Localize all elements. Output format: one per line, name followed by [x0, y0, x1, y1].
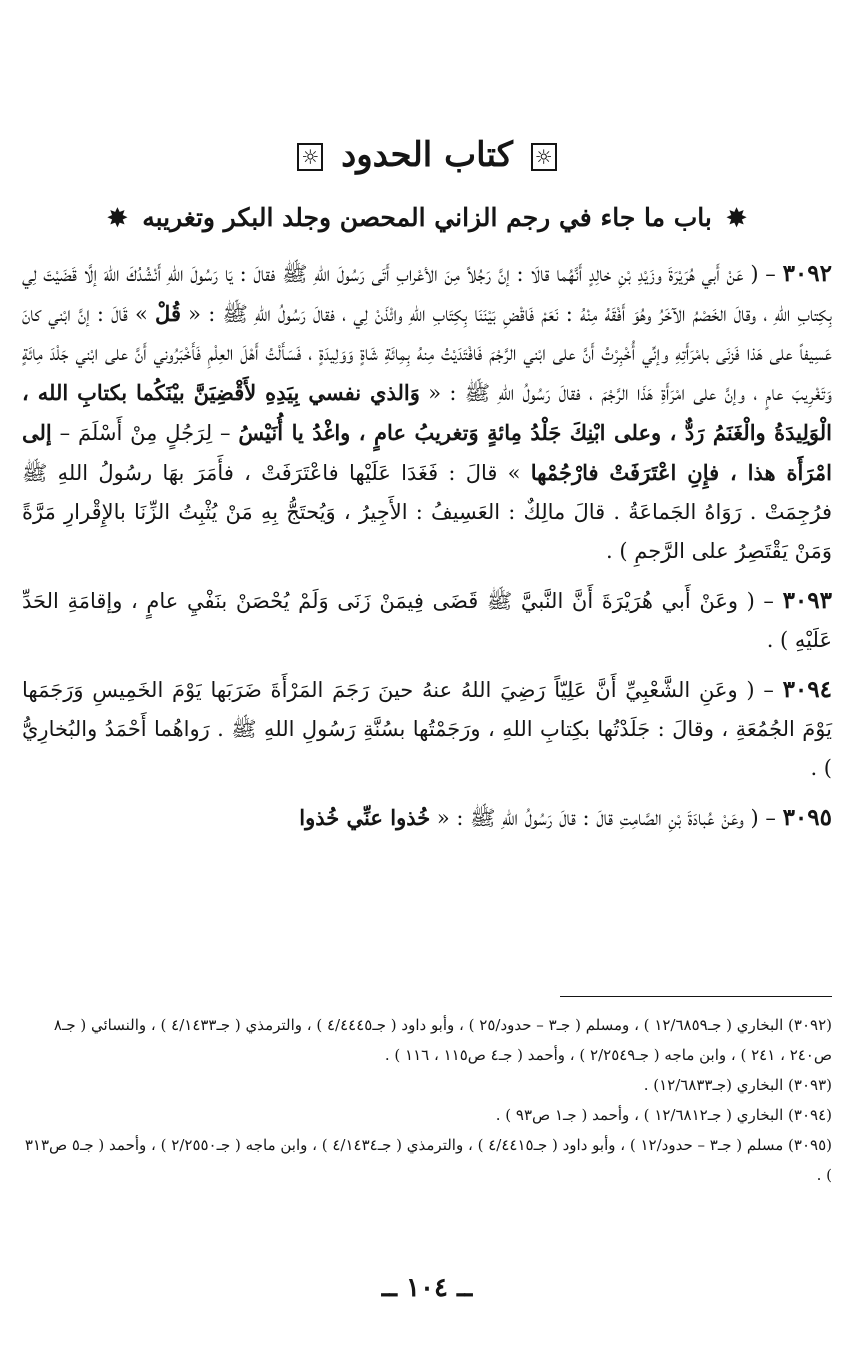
hadith-number: ٣٠٩٤	[782, 676, 832, 703]
hadith-prophetic-text: خُذوا عنِّي خُذوا	[299, 805, 431, 830]
footnote: (٣٠٩٢) البخاري ( جـ١٢/٦٨٥٩ ) ، ومسلم ( جـ٣ – حدود/٢٥ ) ، وأبو داود ( جـ٤/٤٤٤٥ ) ، والترمذي ( جـ٤/١٤٣٣ ) ، والنسائي ( جـ٨ ص٢٤٠ ، ٢٤١ ) ، وابن ماجه ( جـ٢/٢٥٤٩ ) ، وأحمد ( جـ٤ ص١١٥ ، ١١٦ ) .	[53, 1016, 832, 1064]
hadith-paragraph	[22, 581, 832, 660]
hadith-narration-text: » قالَ : فَغَدَا عَلَيْها فاعْتَرَفَتْ ، فأَمَرَ بهَا رسُولُ اللهِ ﷺ فرُجِمَتْ . رَوَاهُ الجَماعَةُ . قالَ مالِكٌ : العَسِيفُ : الأَجِيرُ ، وَيُحتَجُّ بِهِ مَنْ يُثْبِتُ الزِّنَا بالإِقْرارِ مَرَّةً وَمَنْ يَقْتَصِرُ على الرَّجمِ ) .	[22, 461, 832, 563]
main-text	[22, 254, 832, 848]
footnote-divider	[560, 996, 832, 997]
hadith-prophetic-text: وَالذي نفسي بِيَدِهِ لأَقْضِيَنَّ بيْنَكُما بكتابِ الله ، الْوَلِيدَةُ والْغَنَمُ رَدٌّ ، وعلى ابْنِكَ جَلْدُ مِائةٍ وَتغريبُ عامٍ ، واغْدُ يا أُنَيْسُ	[22, 380, 832, 445]
hadith-narration-text: » قَالَ : إنَّ ابْني كانَ عَسِيفاً على هَذا فَزنَى بامْرَأَتِهِ وإنِّي أُخْبِرْتُ أَنَّ على ابْني الرَّجْمَ فَافْتَدَيْتُ مِنهُ بِمِائَةِ شَاةٍ وَوَلِيدَةٍ ، فَسَأَلْتُ أَهْلَ العِلْمِ فَأَخْبَرُوني أَنَّ على ابْني جَلْدَ مِائَةٍ وَتَغْرِيبَ عامٍ ، وإنَّ على امْرَأَةِ هَذَا الرَّجْمَ ، فقالَ رَسُولُ اللهِ ﷺ : «	[22, 302, 833, 405]
hadith-narration-text: – ( وعَنْ عُبادَةَ بْنِ الصَّامِتِ قالَ : قالَ رَسُولُ اللهِ ﷺ : «	[430, 806, 783, 830]
book-title-text: كتاب الحدود	[341, 135, 513, 175]
footnote: (٣٠٩٥) مسلم ( جـ٣ – حدود/١٢ ) ، وأبو داود ( جـ٤/٤٤١٥ ) ، والترمذي ( جـ٤/١٤٣٤ ) ، وابن ماجه ( جـ٢/٢٥٥٠ ) ، وأحمد ( جـ٥ ص٣١٣ ) .	[24, 1136, 832, 1184]
hadith-paragraph	[22, 670, 832, 788]
hadith-prophetic-text: إلى امْرَأَة هذا ، فإِنِ اعْتَرَفَتْ فارْجُمْها	[22, 420, 833, 485]
hadith-number: ٣٠٩٢	[782, 260, 832, 287]
hadith-narration-text: – لِرَجُلٍ مِنْ أَسْلَمَ –	[51, 421, 239, 445]
star-ornament-icon: ✸	[107, 203, 128, 232]
star-ornament-icon: ✸	[726, 203, 747, 232]
hadith-paragraph	[22, 254, 832, 571]
sun-ornament-icon: ☼	[531, 143, 557, 171]
chapter-title	[22, 196, 832, 240]
book-title	[22, 130, 832, 180]
hadith-narration-text: – ( وعَنِ الشَّعْبِيِّ أَنَّ عَلِيّاً رَضِيَ اللهُ عنهُ حينَ رَجَمَ المَرْأَةَ ضَرَبَها يَوْمَ الخَمِيسِ وَرَجَمَها يَوْمَ الجُمُعَةِ ، وقالَ : جَلَدْتُها بكِتابِ اللهِ ، ورَجَمْتُها بسُنَّةِ رَسُولِ اللهِ ﷺ . رَواهُما أَحْمَدُ والبُخارِيُّ ) .	[22, 678, 832, 780]
hadith-number: ٣٠٩٥	[782, 804, 832, 831]
document-page	[22, 0, 832, 1369]
sun-ornament-icon: ☼	[297, 143, 323, 171]
footnotes	[22, 1010, 832, 1190]
footnote: (٣٠٩٤) البخاري ( جـ١٢/٦٨١٢ ) ، وأحمد ( جـ١ ص٩٣ ) .	[495, 1106, 832, 1124]
hadith-prophetic-text: قُلْ	[155, 301, 181, 326]
hadith-paragraph	[22, 798, 832, 838]
hadith-narration-text: – ( وعَنْ أَبي هُرَيْرَةَ أَنَّ النَّبيَّ ﷺ قَضَى فِيمَنْ زَنَى وَلَمْ يُحْصَنْ بنَفْيِ عامٍ ، وإقامَةِ الحَدِّ عَلَيْهِ ) .	[22, 589, 832, 652]
chapter-title-text: باب ما جاء في رجم الزاني المحصن وجلد البكر وتغريبه	[142, 203, 712, 232]
footnote: (٣٠٩٣) البخاري (جـ١٢/٦٨٣٣) .	[643, 1076, 832, 1094]
hadith-number: ٣٠٩٣	[782, 587, 832, 614]
page-number: ــ ١٠٤ ــ	[381, 1273, 473, 1303]
hadith-narration-text: – ( عَنْ أَبي هُرَيْرَةَ وزَيْدِ بْنِ خالِدٍ أَنَّهُما قالَا : إنَّ رَجُلاً مِنَ الأعْرابِ أَتَى رَسُولَ اللهِ ﷺ فقالَ : يَا رَسُولَ اللهِ أَنْشُدُكَ اللهَ إلَّا قَضَيْتَ لِي بِكِتابِ اللهِ ، وقالَ الخَصْمُ الآخَرُ وهُوَ أَفْقَهُ مِنْهُ : نَعَمْ فَاقْضِ بَيْنَنَا بِكِتَابِ اللهِ وائْذَنْ لِي ، فقالَ رَسُولُ اللهِ ﷺ : «	[22, 262, 833, 326]
